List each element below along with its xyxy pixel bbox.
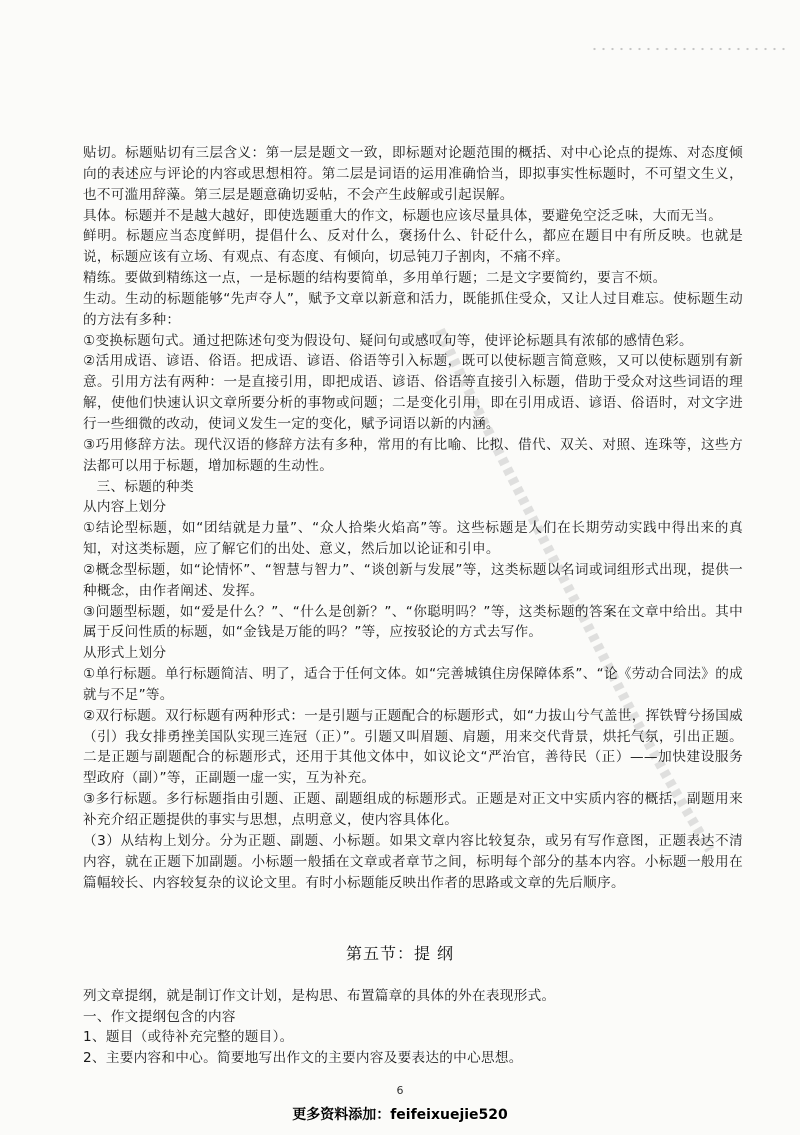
paragraph-method-2: ②活用成语、谚语、俗语。把成语、谚语、俗语等引入标题，既可以使标题言简意赅，又可以使标题别有新意。引用方法有两种：一是直接引用，即把成语、谚语、俗语等直接引入标题，借助于受众对这些词语的理解，使他们快速认识文章所要分析的事物或问题；二是变化引用，即在引用成语、谚语、俗语时，对文字进行一些细微的改动，使词义发生一定的变化，赋予词语以新的内涵。: [83, 353, 743, 432]
outline-heading: 一、作文提纲包含的内容: [83, 1008, 236, 1025]
outline-text: [83, 986, 743, 1068]
paragraph-multi-line: ③多行标题。多行标题指由引题、正题、副题组成的标题形式。正题是对正文中实质内容的概括，副题用来补充介绍正题提供的事实与思想，点明意义，使内容具体化。: [83, 791, 743, 828]
body-text: [83, 143, 743, 893]
paragraph-jinglian: 精练。要做到精练这一点，一是标题的结构要简单，多用单行题；二是文字要简约，要言不烦。: [83, 270, 667, 287]
paragraph-method-1: ①变换标题句式。通过把陈述句变为假设句、疑问句或感叹句等，使评论标题具有浓郁的感情色彩。: [83, 332, 693, 349]
paragraph-by-structure: （3）从结构上划分。分为正题、副题、小标题。如果文章内容比较复杂，或另有写作意图，正题表达不清内容，就在正题下加副题。小标题一般插在文章或者章节之间，标明每个部分的基本内容。小标题一般用在篇幅较长、内容较复杂的议论文里。有时小标题能反映出作者的思路或文章的先后顺序。: [83, 832, 743, 891]
paragraph-double-line: ②双行标题。双行标题有两种形式：一是引题与正题配合的标题形式，如“力拔山兮气盖世，挥铁臂兮扬国威（引）我女排勇挫美国队实现三连冠（正）”。引题又叫眉题、肩题，用来交代背景，烘托气氛，引出正题。二是正题与副题配合的标题形式，还用于其他文体中，如议论文“严治官，善待民（正）——加快建设服务型政府（副）”等，正副题一虚一实，互为补充。: [83, 707, 743, 787]
outline-intro: 列文章提纲，就是制订作文计划，是构思、布置篇章的具体的外在表现形式。: [83, 988, 556, 1004]
paragraph-juti: 具体。标题并不是越大越好，即使选题重大的作文，标题也应该尽量具体，要避免空泛乏味，大而无当。: [83, 207, 723, 224]
paragraph-question-type: ③问题型标题，如“爱是什么？”、“什么是创新？”、“你聪明吗？”等，这类标题的答案在文章中给出。其中属于反问性质的标题，如“金钱是万能的吗？”等，应按驳论的方式去写作。: [83, 603, 744, 641]
footer-contact: 更多资料添加：feifeixuejie520: [292, 1107, 508, 1123]
header-dotted-rule: [590, 46, 790, 52]
paragraph-method-3: ③巧用修辞方法。现代汉语的修辞方法有多种，常用的有比喻、比拟、借代、双关、对照、连珠等，这些方法都可以用于标题，增加标题的生动性。: [83, 436, 743, 474]
paragraph-single-line: ①单行标题。单行标题简洁、明了，适合于任何文体。如“完善城镇住房保障体系”、“论《劳动合同法》的成就与不足”等。: [83, 666, 743, 703]
paragraph-xianming: 鲜明。标题应当态度鲜明，提倡什么、反对什么，褒扬什么、针砭什么，都应在题目中有所反映。也就是说，标题应该有立场、有观点、有态度、有倾向，切忌钝刀子割肉，不痛不痒。: [83, 228, 743, 266]
page-number: 6: [396, 1084, 404, 1097]
heading-by-form: 从形式上划分: [83, 645, 167, 662]
section-title: 第五节：提 纲: [345, 944, 455, 963]
heading-title-types: 三、标题的种类: [96, 478, 194, 495]
heading-by-content: 从内容上划分: [83, 499, 167, 516]
paragraph-shengdong: 生动。生动的标题能够“先声夺人”，赋予文章以新意和活力，既能抓住受众，又让人过目难忘。使标题生动的方法有多种：: [83, 290, 743, 328]
outline-item-1: 1、题目（或待补充完整的题目）。: [83, 1029, 294, 1045]
outline-item-2: 2、主要内容和中心。简要地写出作文的主要内容及要表达的中心思想。: [83, 1049, 523, 1066]
paragraph-tiequie: 贴切。标题贴切有三层含义：第一层是题文一致，即标题对论题范围的概括、对中心论点的提炼、对态度倾向的表述应与评论的内容或思想相符。第二层是词语的运用准确恰当，即拟事实性标题时，不可望文生义，也不可滥用辞藻。第三层是题意确切妥帖，不会产生歧解或引起误解。: [83, 145, 743, 203]
paragraph-conclusion-type: ①结论型标题，如“团结就是力量”、“众人拾柴火焰高”等。这些标题是人们在长期劳动实践中得出来的真知，对这类标题，应了解它们的出处、意义，然后加以论证和引申。: [83, 520, 743, 558]
paragraph-concept-type: ②概念型标题，如“论情怀”、“智慧与智力”、“谈创新与发展”等，这类标题以名词或词组形式出现，提供一种概念，由作者阐述、发挥。: [83, 561, 743, 599]
